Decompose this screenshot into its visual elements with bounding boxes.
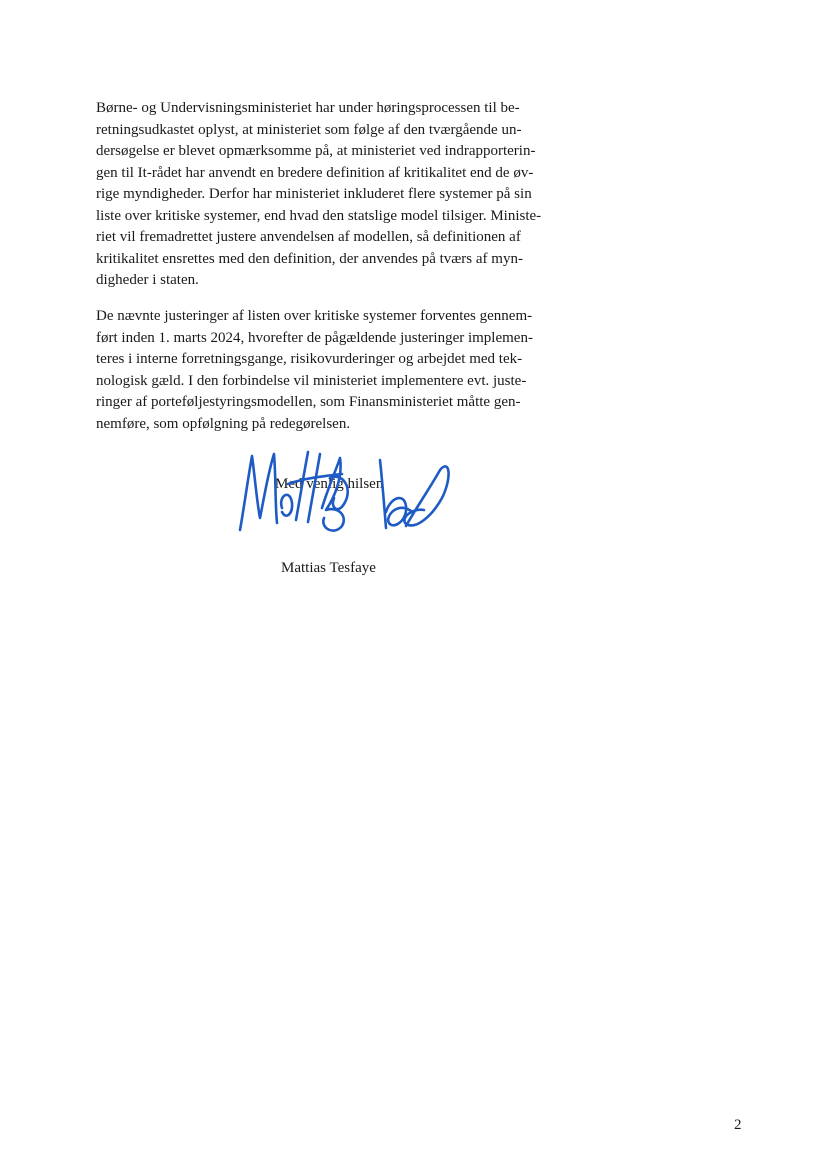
text-line: retningsudkastet oplyst, at ministeriet som følge af den tværgående un- [96,121,522,138]
text-line: rige myndigheder. Derfor har ministeriet inkluderet flere systemer på sin [96,186,532,202]
text-line: nologisk gæld. I den forbindelse vil ministeriet implementere evt. juste- [96,372,527,389]
text-line: kritikalitet ensrettes med den definition, der anvendes på tværs af myn- [96,250,523,267]
text-line: dersøgelse er blevet opmærksomme på, at ministeriet ved indrapporterin- [96,143,536,159]
text-line: Børne- og Undervisningsministeriet har under høringsprocessen til be- [96,100,520,116]
page-number: 2 [734,1117,742,1133]
text-line: digheder i staten. [96,272,199,288]
handwritten-signature [230,448,460,538]
text-line: riet vil fremadrettet justere anvendelsen af modellen, så definitionen af [96,229,521,245]
text-line: teres i interne forretningsgange, risikovurderinger og arbejdet med tek- [96,351,523,367]
text-line: ringer af porteføljestyringsmodellen, som Finansministeriet måtte gen- [96,394,521,410]
text-line: ført inden 1. marts 2024, hvorefter de pågældende justeringer implemen- [96,329,533,346]
text-line: liste over kritiske systemer, end hvad den statslige model tilsiger. Ministe- [96,207,542,224]
text-line: De nævnte justeringer af listen over kritiske systemer forventes gennem- [96,308,533,324]
body-paragraph-1 [96,98,586,292]
closing-salutation: Med venlig hilsen [275,476,384,492]
body-paragraph-2 [96,306,586,435]
signatory-name: Mattias Tesfaye [281,560,376,576]
text-line: nemføre, som opfølgning på redegørelsen. [96,415,351,432]
text-line: gen til It-rådet har anvendt en bredere definition af kritikalitet end de øv- [96,164,534,181]
